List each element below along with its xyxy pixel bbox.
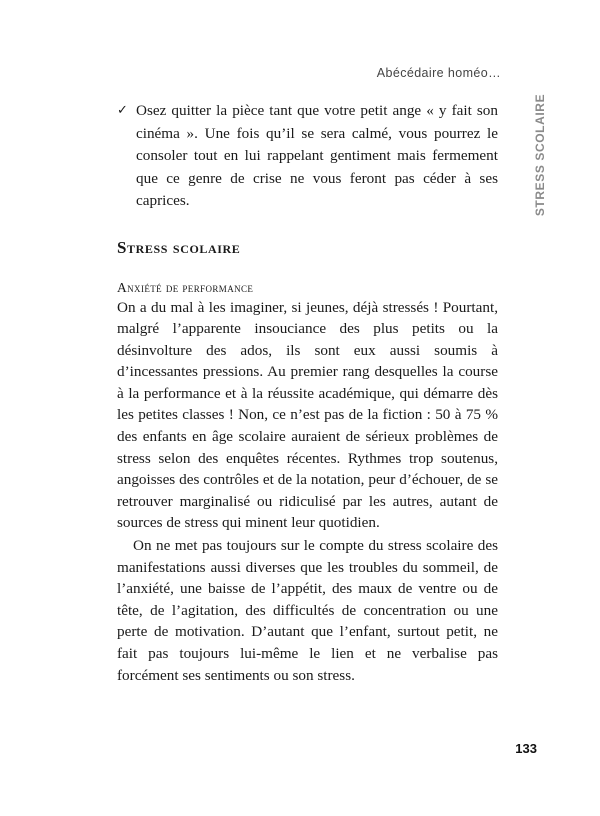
body-paragraph: On a du mal à les imaginer, si jeunes, déjà stressés ! Pourtant, malgré l’apparente insouciance des plus petits ou la désinvolture des ados, ils sont eux aussi soumis à d’incessantes pressions. Au premier rang desquelles la course à la performance et à la réussite académique, qui démarre dès les petites classes ! Non, ce n’est pas de la fiction : 50 à 75 % des enfants en âge scolaire auraient de sérieux problèmes de stress selon des enquêtes récentes. Rythmes trop soutenus, angoisses des contrôles et de la notation, peur d’échouer, de se retrouver marginalisé ou ridiculisé par les autres, autant de sources de stress qui minent leur quotidien. xyxy=(117,298,498,532)
section-title: Stress scolaire xyxy=(117,237,241,257)
side-tab-label: STRESS SCOLAIRE xyxy=(533,93,547,217)
subsection-title: Anxiété de performance xyxy=(117,279,254,295)
page-body xyxy=(117,100,498,686)
tip-bullet xyxy=(117,100,498,213)
page-number: 133 xyxy=(515,741,537,756)
body-paragraph: On ne met pas toujours sur le compte du stress scolaire des manifestations aussi diverses que les troubles du sommeil, de l’anxiété, une baisse de l’appétit, des maux de ventre ou de tête, de l’agitation, des difficultés de concentration ou une perte de motivation. D’autant que l’enfant, surtout petit, ne fait pas toujours lui-même le lien et ne verbalise pas forcément ses sentiments ou son stress. xyxy=(117,537,498,684)
running-header: Abécédaire homéo… xyxy=(376,66,501,80)
check-mark-icon: ✓ xyxy=(117,103,128,118)
tip-text: Osez quitter la pièce tant que votre petit ange « y fait son cinéma ». Une fois qu’il se sera calmé, vous pourrez le consoler tout en lui rappelant gentiment mais fermement que ce genre de crise ne vous feront pas céder à ses caprices. xyxy=(136,102,498,209)
section-side-tab xyxy=(531,93,549,217)
